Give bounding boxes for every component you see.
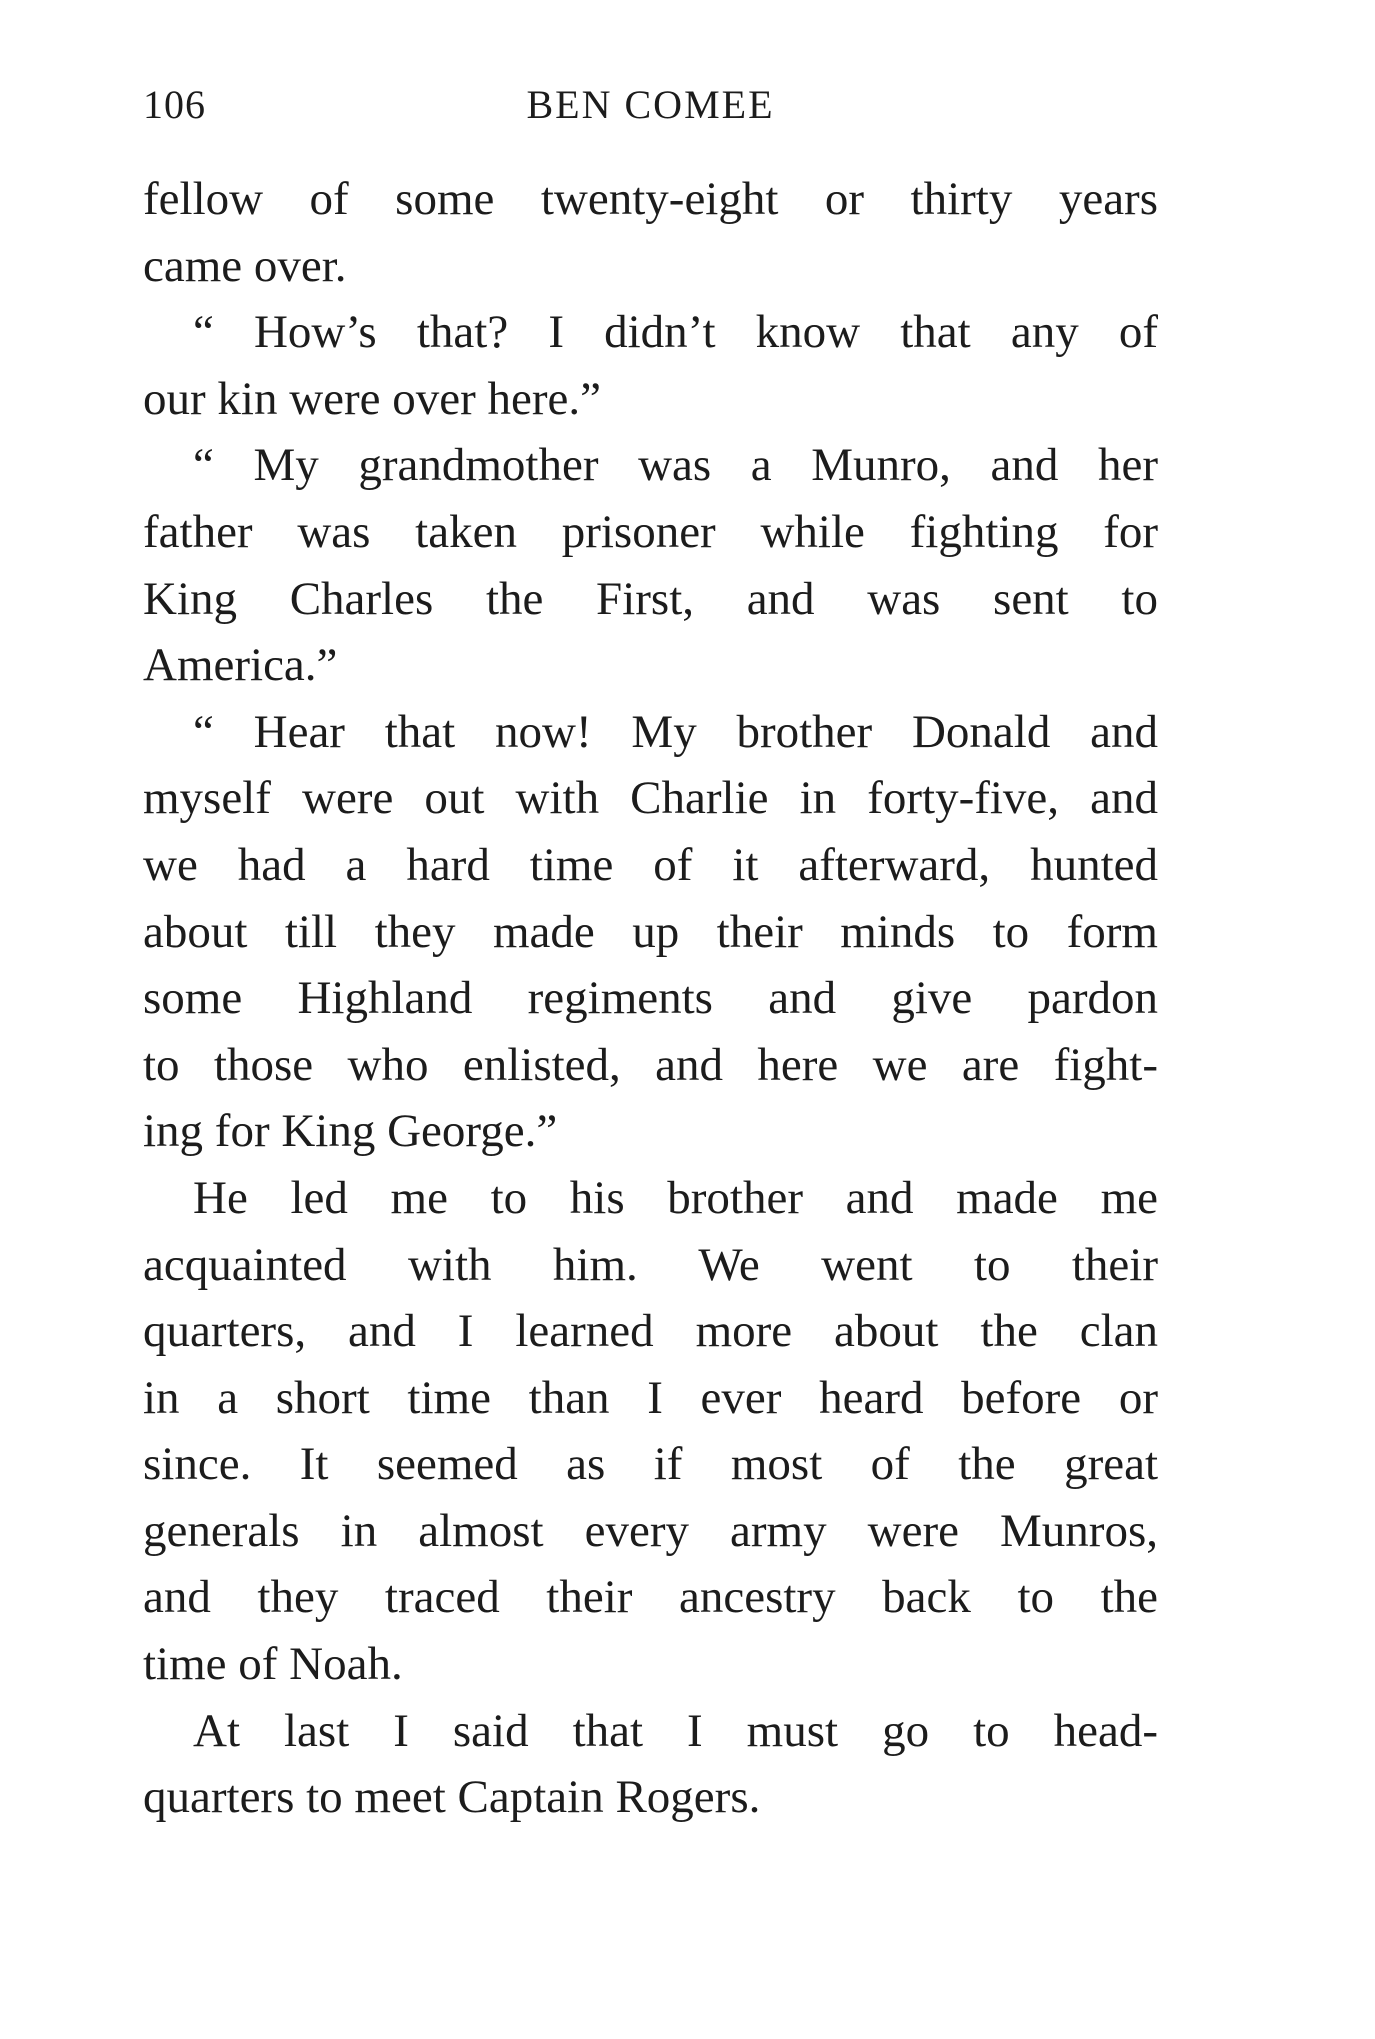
text-line: “ Hear that now! My brother Donald and: [193, 705, 1158, 758]
text-line: some Highland regiments and give pardon: [143, 972, 1158, 1025]
text-line: acquainted with him. We went to their: [143, 1238, 1158, 1291]
page-header: [143, 80, 1158, 130]
text-line: our kin were over here.”: [143, 372, 602, 425]
body-text: [143, 166, 1158, 1831]
text-line: to those who enlisted, and here we are fight-: [143, 1038, 1158, 1091]
text-line: quarters to meet Captain Rogers.: [143, 1771, 761, 1824]
text-line: myself were out with Charlie in forty-five, and: [143, 772, 1158, 825]
text-line: quarters, and I learned more about the clan: [143, 1305, 1158, 1358]
text-line: time of Noah.: [143, 1638, 403, 1691]
text-line: America.”: [143, 639, 338, 692]
text-line: generals in almost every army were Munros,: [143, 1504, 1158, 1557]
text-line: about till they made up their minds to form: [143, 905, 1158, 958]
text-line: “ My grandmother was a Munro, and her: [193, 439, 1158, 492]
text-line: fellow of some twenty-eight or thirty years: [143, 173, 1158, 225]
text-line: He led me to his brother and made me: [193, 1171, 1158, 1224]
text-line: At last I said that I must go to head-: [193, 1704, 1158, 1757]
text-line: King Charles the First, and was sent to: [143, 572, 1158, 625]
text-line: came over.: [143, 239, 347, 292]
text-line: father was taken prisoner while fighting for: [143, 505, 1158, 558]
text-line: “ How’s that? I didn’t know that any of: [193, 306, 1158, 359]
text-line: ing for King George.”: [143, 1105, 558, 1158]
page-number: 106: [143, 82, 206, 127]
text-line: since. It seemed as if most of the great: [143, 1438, 1158, 1491]
text-line: in a short time than I ever heard before or: [143, 1371, 1158, 1424]
running-head: BEN COMEE: [526, 82, 775, 127]
text-line: and they traced their ancestry back to the: [143, 1571, 1158, 1624]
text-line: we had a hard time of it afterward, hunted: [143, 838, 1158, 891]
